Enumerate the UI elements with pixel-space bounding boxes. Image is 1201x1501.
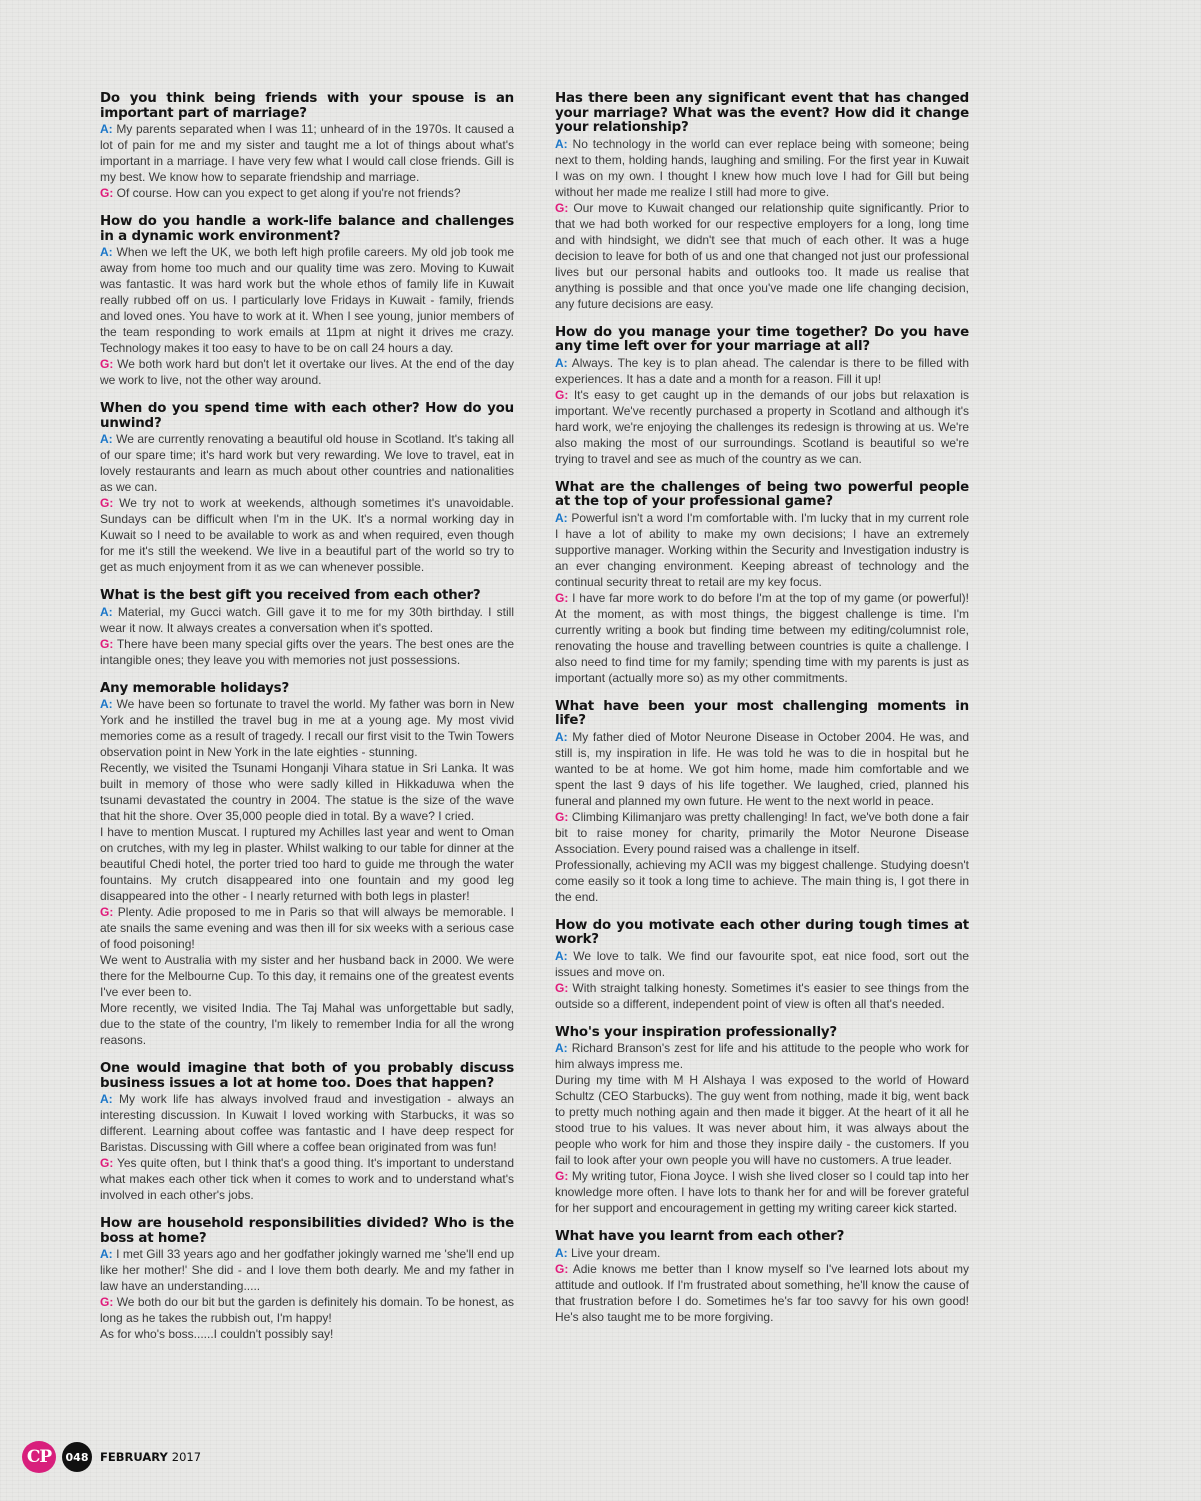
speaker-label: A: bbox=[100, 1247, 113, 1261]
speaker-label: G: bbox=[100, 636, 114, 651]
answer-paragraph bbox=[100, 495, 514, 575]
qa-section bbox=[555, 326, 969, 467]
answer-text: Live your dream. bbox=[567, 1245, 661, 1260]
qa-section bbox=[555, 481, 969, 686]
answer-paragraph bbox=[100, 431, 514, 495]
answer-text: We both do our bit but the garden is definitely his domain. To be honest, as long as he takes the rubbish out, I'm happy! bbox=[100, 1295, 514, 1325]
question-heading: How do you motivate each other during tough times at work? bbox=[555, 917, 969, 947]
speaker-label: A: bbox=[555, 729, 568, 744]
answer-text: My father died of Motor Neurone Disease in October 2004. He was, and still is, my inspiration in life. He was told he was to die in hospital but he wanted to be at home. We got him home, made him comfortable and we spent the last 9 days of his life together. We laughed, cried, planned his funeral and planned my own future. He went to the next world in peace. bbox=[555, 729, 969, 808]
speaker-label: A: bbox=[555, 1041, 568, 1055]
speaker-label: G: bbox=[100, 905, 114, 919]
answer-text: Recently, we visited the Tsunami Honganji Vihara statue in Sri Lanka. It was built in memory of those who were sadly killed in Hikkaduwa when the tsunami devastated the country in 2004. The statue is the size of the wave that hit the shore. Over 35,000 people died in total. By a wave? I cried. bbox=[100, 761, 514, 823]
qa-section bbox=[100, 402, 514, 575]
speaker-label: A: bbox=[100, 432, 113, 446]
speaker-label: G: bbox=[100, 496, 114, 510]
qa-section bbox=[100, 92, 514, 201]
answer-text: We went to Australia with my sister and her husband back in 2000. We were there for the Melbourne Cup. To this day, it remains one of the greatest events I've ever been to. bbox=[100, 953, 514, 999]
question-heading: What have been your most challenging moments in life? bbox=[555, 698, 969, 728]
answer-text: Yes quite often, but I think that's a good thing. It's important to understand what makes each other tick when it comes to work and to understand what's involved in each other's jobs. bbox=[100, 1156, 514, 1202]
speaker-label: A: bbox=[100, 245, 113, 259]
answer-text: I have to mention Muscat. I ruptured my Achilles last year and went to Oman on crutches, with my leg in plaster. Whilst walking to our table for dinner at the beautiful Chedi hotel, the porter tried too hard to guide me through the water fountains. My crutch disappeared into one fountain and my good leg disappeared into the other - I nearly returned with both legs in plaster! bbox=[100, 825, 514, 903]
speaker-label: A: bbox=[100, 122, 113, 136]
answer-paragraph bbox=[555, 857, 969, 905]
answer-text: We have been so fortunate to travel the world. My father was born in New York and he instilled the travel bug in me at a young age. My most vivid memories come as a result of tragedy. I recall our first visit to the Twin Towers observation point in New York in the late eighties - stunning. bbox=[100, 697, 514, 759]
answer-paragraph bbox=[555, 1261, 969, 1325]
answer-paragraph bbox=[555, 510, 969, 590]
speaker-label: G: bbox=[100, 357, 114, 371]
question-heading: Do you think being friends with your spouse is an important part of marriage? bbox=[100, 91, 514, 121]
answer-text: As for who's boss......I couldn't possibly say! bbox=[100, 1327, 334, 1341]
answer-text: My parents separated when I was 11; unheard of in the 1970s. It caused a lot of pain for me and my sister and taught me a lot of things about what's important in a marriage. I have very few what I would call close friends. Gill is my best. We know how to separate friendship and marriage. bbox=[100, 122, 514, 184]
answer-text: My work life has always involved fraud and investigation - always an interesting discussion. In Kuwait I loved working with Starbucks, it was so different. Learning about coffee was fantastic and I have deep respect for Baristas. Discussing with Gill where a coffee bean originated from was fun! bbox=[100, 1092, 514, 1154]
answer-text: With straight talking honesty. Sometimes it's easier to see things from the outside so a different, independent point of view is often all that's needed. bbox=[555, 980, 969, 1011]
question-heading: How do you manage your time together? Do you have any time left over for your marriage at all? bbox=[555, 324, 969, 354]
answer-text: It's easy to get caught up in the demands of our jobs but relaxation is important. We've recently purchased a property in Scotland and although it's hard work, we're enjoying the challenges its redesign is throwing at us. We're also making the most of our surroundings. Scotland is beautiful so we're trying to travel and see as much of the country as we can. bbox=[555, 387, 969, 466]
speaker-label: G: bbox=[100, 186, 114, 200]
answer-text: During my time with M H Alshaya I was exposed to the world of Howard Schultz (CEO Starbucks). The guy went from nothing, made it big, went back to pretty much nothing again and then made it bigger. At the heart of it all he stood true to his values. It was never about him, it was always about the people who work for him and those they inspire daily - the customers. If you fail to look after your own people you will have no customers. A true leader. bbox=[555, 1073, 969, 1167]
answer-text: Material, my Gucci watch. Gill gave it to me for my 30th birthday. I still wear it now. It always creates a conversation when it's spotted. bbox=[100, 604, 514, 635]
speaker-label: A: bbox=[100, 697, 113, 711]
answer-paragraph bbox=[100, 121, 514, 185]
answer-paragraph bbox=[100, 1091, 514, 1155]
speaker-label: G: bbox=[555, 1261, 569, 1276]
qa-section bbox=[100, 589, 514, 668]
answer-text: We both work hard but don't let it overtake our lives. At the end of the day we work to live, not the other way around. bbox=[100, 357, 514, 387]
speaker-label: A: bbox=[100, 604, 113, 619]
answer-paragraph bbox=[100, 760, 514, 824]
qa-section bbox=[555, 92, 969, 312]
answer-paragraph bbox=[555, 948, 969, 980]
page-footer bbox=[22, 1441, 201, 1473]
speaker-label: G: bbox=[100, 1295, 114, 1309]
speaker-label: G: bbox=[555, 200, 569, 215]
answer-text: No technology in the world can ever replace being with someone; being next to them, holding hands, laughing and smiling. For the first year in Kuwait I was on my own. I thought I knew how much love I had for Gill but being without her made me realize I still had more to give. bbox=[555, 136, 969, 199]
answer-paragraph bbox=[100, 356, 514, 388]
answer-text: I met Gill 33 years ago and her godfather jokingly warned me 'she'll end up like her mother!' She did - and I love them both dearly. Me and my father in law have an understanding..... bbox=[100, 1247, 514, 1293]
answer-paragraph bbox=[555, 980, 969, 1012]
answer-paragraph bbox=[555, 590, 969, 686]
answer-paragraph bbox=[555, 809, 969, 857]
answer-paragraph bbox=[555, 200, 969, 312]
answer-paragraph bbox=[100, 696, 514, 760]
answer-paragraph bbox=[555, 1040, 969, 1072]
speaker-label: A: bbox=[555, 1245, 568, 1260]
left-column bbox=[100, 92, 514, 1356]
speaker-label: G: bbox=[100, 1156, 114, 1170]
question-heading: When do you spend time with each other? How do you unwind? bbox=[100, 401, 514, 431]
issue-year: 2017 bbox=[171, 1450, 202, 1464]
speaker-label: A: bbox=[555, 136, 568, 151]
question-heading: How are household responsibilities divided? Who is the boss at home? bbox=[100, 1216, 514, 1246]
answer-paragraph bbox=[100, 824, 514, 904]
question-heading: Who's your inspiration professionally? bbox=[555, 1024, 837, 1040]
qa-section bbox=[555, 919, 969, 1012]
answer-paragraph bbox=[555, 1168, 969, 1216]
answer-paragraph bbox=[100, 1155, 514, 1203]
answer-text: When we left the UK, we both left high profile careers. My old job took me away from home too much and our quality time was zero. Moving to Kuwait was fantastic. It was hard work but the whole ethos of family life in Kuwait really rubbed off on us. I particularly love Fridays in Kuwait - family, friends and loved ones. You have to work at it. When I see young, junior members of the team responding to work emails at 11pm at night it drives me crazy. Technology makes it too easy to have to be on call 24 hours a day. bbox=[100, 245, 514, 355]
answer-paragraph bbox=[100, 1246, 514, 1294]
question-heading: What have you learnt from each other? bbox=[555, 1229, 845, 1244]
answer-text: More recently, we visited India. The Taj Mahal was unforgettable but sadly, due to the state of the country, I'm likely to remember India for all the wrong reasons. bbox=[100, 1001, 514, 1047]
answer-text: Climbing Kilimanjaro was pretty challenging! In fact, we've both done a fair bit to raise money for charity, primarily the Motor Neurone Disease Association. Every pound raised was a challenge in itself. bbox=[555, 809, 969, 856]
answer-text: Our move to Kuwait changed our relationship quite significantly. Prior to that we had both worked for our respective employers for a long, long time and with hindsight, we didn't see that much of each other. It was a huge decision to leave for both of us and one that changed not just our professional lives but our personal habits and outlooks too. It made us realise that anything is possible and that once you've made one life changing decision, any future decisions are easy. bbox=[555, 200, 969, 311]
answer-paragraph bbox=[555, 1245, 969, 1261]
answer-paragraph bbox=[555, 355, 969, 387]
answer-text: We love to talk. We find our favourite spot, eat nice food, sort out the issues and move on. bbox=[555, 948, 969, 979]
qa-section bbox=[555, 1230, 969, 1325]
qa-section bbox=[100, 1062, 514, 1203]
answer-text: We try not to work at weekends, although sometimes it's unavoidable. Sundays can be difficult when I'm in the UK. It's a normal working day in Kuwait so I need to be available to work as and when required, even though for me it's still the weekend. We live in a beautiful part of the world so try to get as much enjoyment from it as we can whenever possible. bbox=[100, 496, 514, 574]
page-number: 048 bbox=[62, 1442, 92, 1472]
speaker-label: G: bbox=[555, 590, 569, 605]
question-heading: What is the best gift you received from each other? bbox=[100, 588, 481, 603]
speaker-label: G: bbox=[555, 1169, 569, 1183]
answer-paragraph bbox=[100, 904, 514, 952]
speaker-label: G: bbox=[555, 387, 569, 402]
question-heading: What are the challenges of being two powerful people at the top of your professional game? bbox=[555, 479, 969, 509]
answer-text: Of course. How can you expect to get along if you're not friends? bbox=[113, 186, 461, 200]
question-heading: Any memorable holidays? bbox=[100, 680, 290, 696]
answer-text: We are currently renovating a beautiful old house in Scotland. It's taking all of our spare time; it's hard work but very rewarding. We love to travel, eat in lovely restaurants and learn as much about other countries and nationalities as we can. bbox=[100, 432, 514, 494]
answer-paragraph bbox=[100, 636, 514, 668]
answer-paragraph bbox=[100, 244, 514, 356]
answer-text: Adie knows me better than I know myself so I've learned lots about my attitude and outlook. If I'm frustrated about something, he'll know the cause of that frustration before I do. Sometimes he's far too savvy for his own good! He's also taught me to be more forgiving. bbox=[555, 1261, 969, 1324]
question-heading: Has there been any significant event that has changed your marriage? What was the event? How did it change your relationship? bbox=[555, 91, 969, 135]
qa-section bbox=[100, 1217, 514, 1342]
right-column bbox=[555, 92, 969, 1339]
question-heading: One would imagine that both of you probably discuss business issues a lot at home too. Does that happen? bbox=[100, 1061, 514, 1091]
answer-text: Powerful isn't a word I'm comfortable with. I'm lucky that in my current role I have a lot of ability to make my own decisions; I have an extremely supportive manager. Working within the Security and Investigation industry is an ever changing environment. Keeping abreast of technology and the continual security threat to retail are my key focus. bbox=[555, 510, 969, 589]
answer-paragraph bbox=[555, 387, 969, 467]
answer-paragraph bbox=[100, 1294, 514, 1326]
answer-paragraph bbox=[555, 136, 969, 200]
speaker-label: A: bbox=[555, 948, 568, 963]
speaker-label: A: bbox=[100, 1092, 113, 1106]
qa-section bbox=[555, 1026, 969, 1217]
answer-paragraph bbox=[100, 185, 514, 201]
answer-text: Professionally, achieving my ACII was my biggest challenge. Studying doesn't come easily so it took a long time to achieve. The main thing is, I got there in the end. bbox=[555, 857, 969, 904]
issue-month: FEBRUARY bbox=[100, 1450, 168, 1464]
answer-text: Richard Branson's zest for life and his attitude to the people who work for him always impress me. bbox=[555, 1041, 969, 1071]
answer-text: There have been many special gifts over the years. The best ones are the intangible ones; they leave you with memories not just possessions. bbox=[100, 636, 514, 667]
answer-paragraph bbox=[555, 729, 969, 809]
answer-paragraph bbox=[555, 1072, 969, 1168]
speaker-label: G: bbox=[555, 809, 569, 824]
answer-text: Always. The key is to plan ahead. The calendar is there to be filled with experiences. It has a date and a month for a reason. Fill it up! bbox=[555, 355, 969, 386]
magazine-logo: CP bbox=[22, 1441, 56, 1473]
question-heading: How do you handle a work-life balance and challenges in a dynamic work environment? bbox=[100, 214, 514, 244]
answer-text: I have far more work to do before I'm at the top of my game (or powerful)! At the moment, as with most things, the biggest challenge is time. I'm currently writing a book but finding time between my editing/columnist role, renovating the house and travelling between countries is quite a challenge. I also need to find time for my family; spending time with my parents is just as important (actually more so) as my other commitments. bbox=[555, 590, 969, 685]
answer-paragraph bbox=[100, 1326, 514, 1342]
qa-section bbox=[100, 215, 514, 388]
speaker-label: G: bbox=[555, 980, 569, 995]
answer-text: Plenty. Adie proposed to me in Paris so that will always be memorable. I ate snails the same evening and was then ill for six weeks with a serious case of food poisoning! bbox=[100, 905, 514, 951]
answer-paragraph bbox=[100, 1000, 514, 1048]
qa-section bbox=[555, 700, 969, 905]
answer-paragraph bbox=[100, 952, 514, 1000]
speaker-label: A: bbox=[555, 355, 568, 370]
speaker-label: A: bbox=[555, 510, 568, 525]
answer-text: My writing tutor, Fiona Joyce. I wish she lived closer so I could tap into her knowledge more often. I have lots to thank her for and will be forever grateful for her support and encouragement in getting my writing career kick started. bbox=[555, 1169, 969, 1215]
answer-paragraph bbox=[100, 604, 514, 636]
qa-section bbox=[100, 682, 514, 1049]
